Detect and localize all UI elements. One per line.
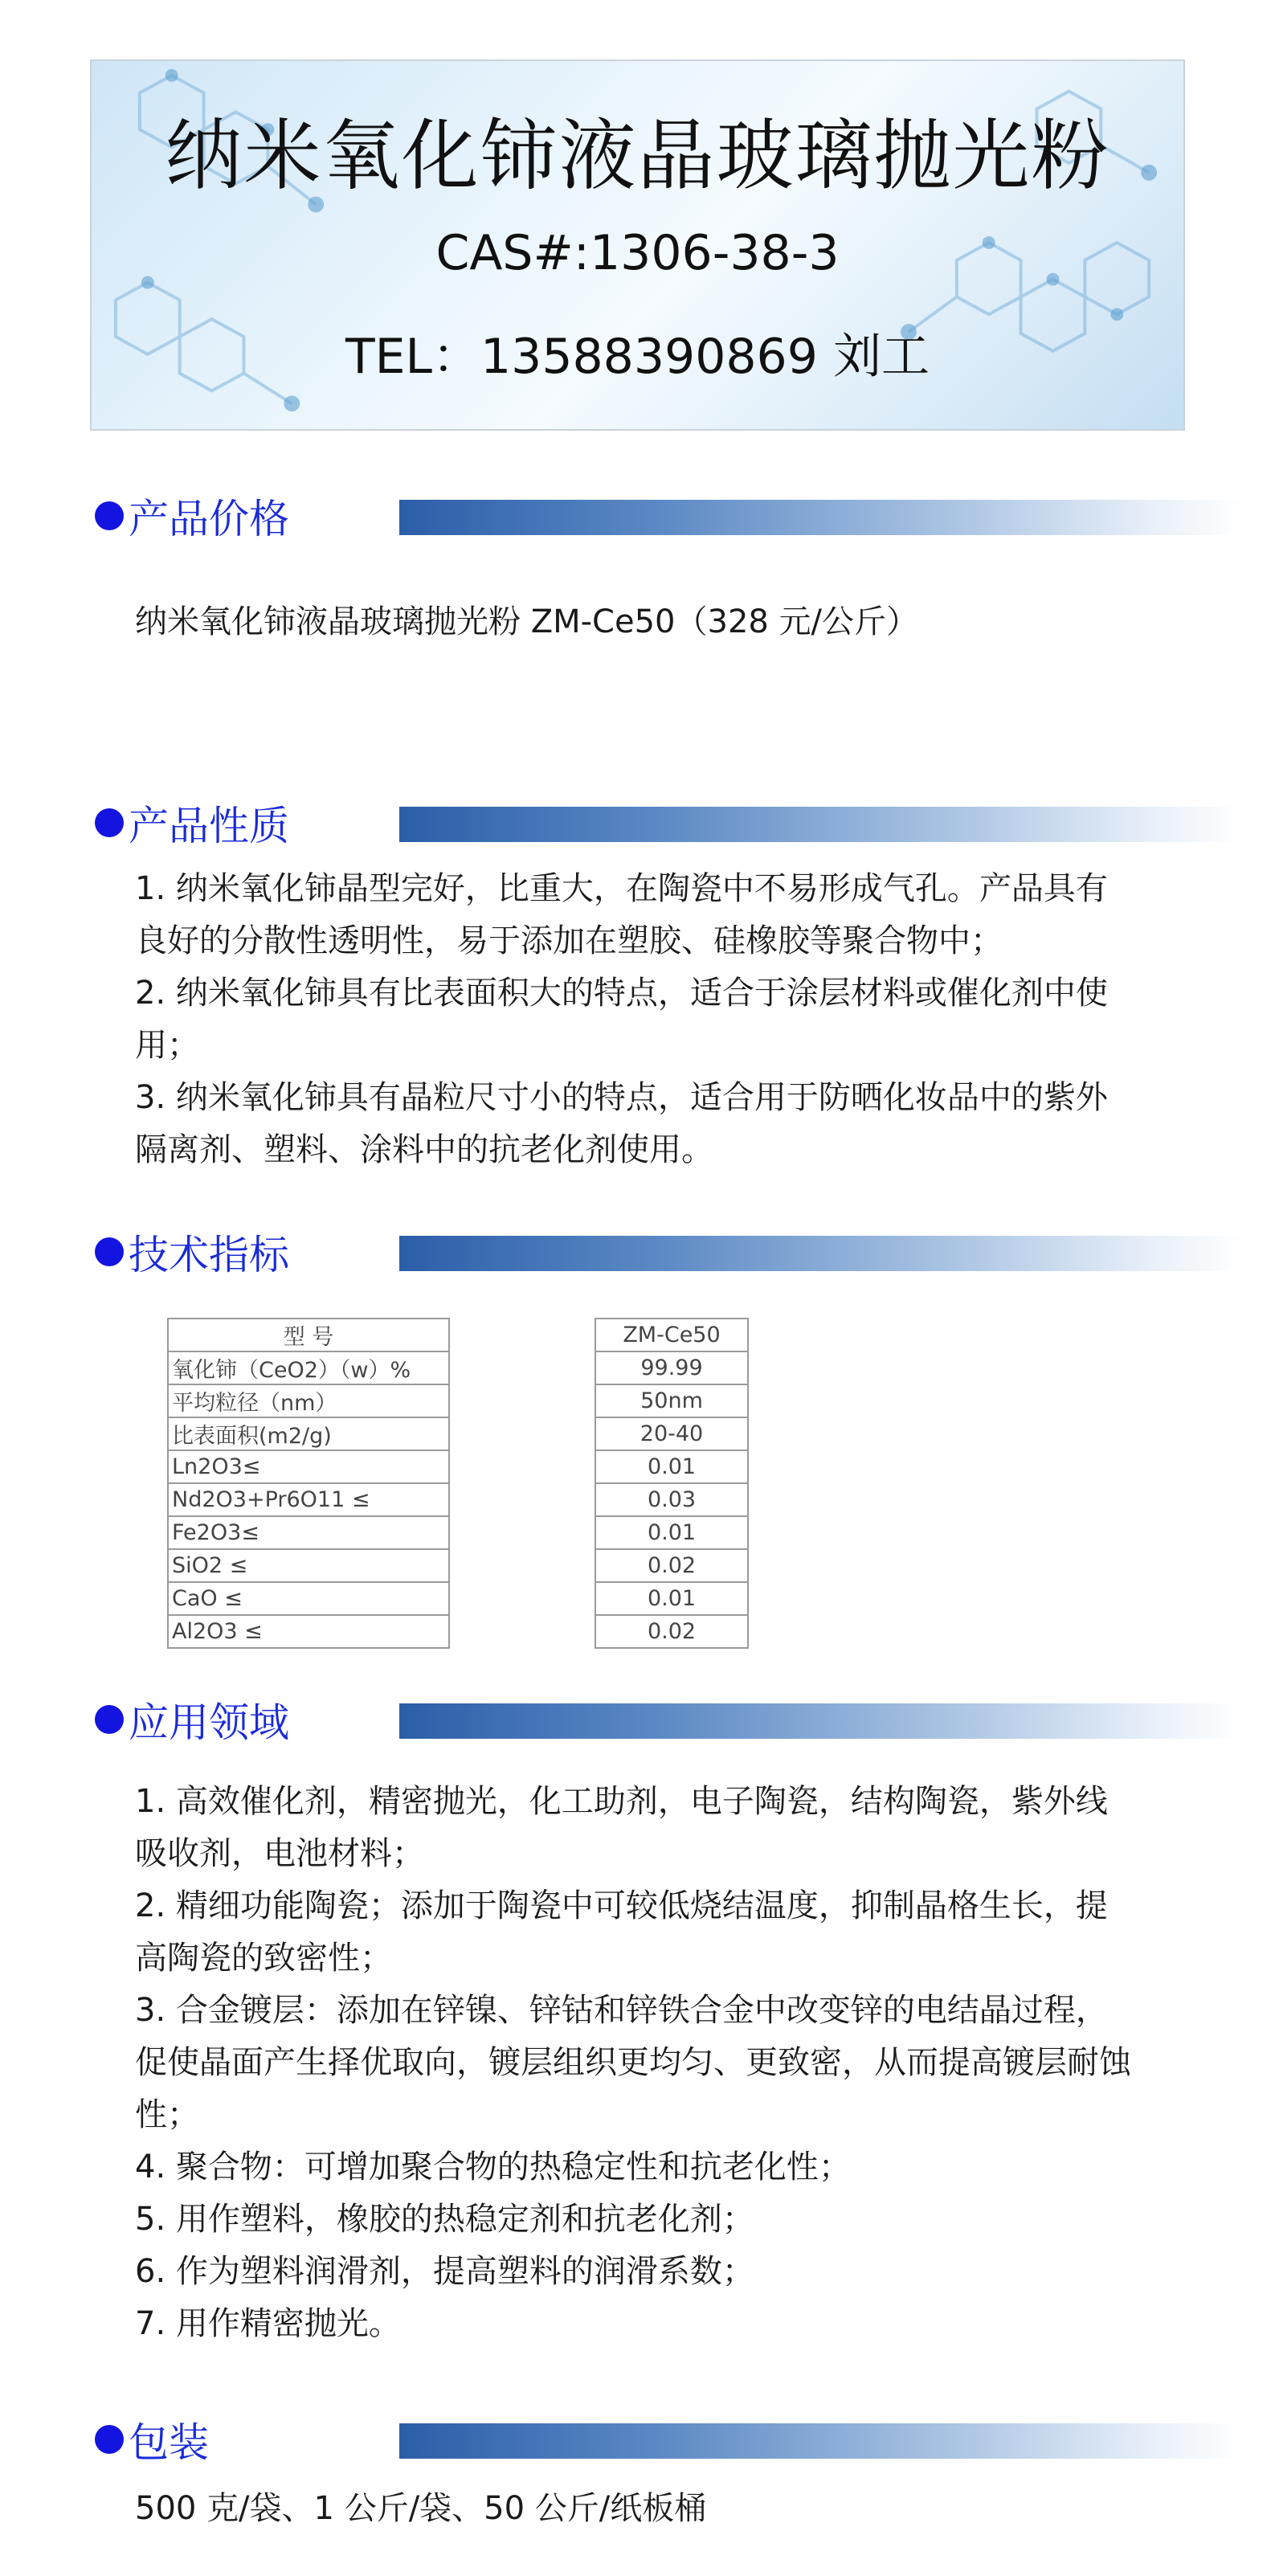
spec-name: 平均粒径（nm） (168, 1384, 449, 1417)
section-heading-applications (95, 1695, 289, 1744)
text-line: 1. 纳米氧化铈晶型完好，比重大，在陶瓷中不易形成气孔。产品具有 (135, 870, 1108, 907)
text-line: 吸收剂，电池材料； (135, 1835, 424, 1872)
spec-value: 0.01 (595, 1516, 748, 1549)
text-line: 4. 聚合物：可增加聚合物的热稳定性和抗老化性； (135, 2149, 851, 2186)
packaging-text (135, 2483, 1195, 2535)
section-divider-bar (399, 2423, 1243, 2459)
cas-number: CAS#:1306-38-3 (435, 225, 840, 281)
spec-name-table (167, 1318, 450, 1649)
section-heading-properties (95, 799, 289, 847)
text-line: 性； (135, 2096, 199, 2133)
spec-name: Nd2O3+Pr6O11 ≤ (168, 1483, 449, 1516)
price-text (135, 596, 1195, 648)
text-line: 3. 纳米氧化铈具有晶粒尺寸小的特点，适合用于防晒化妆品中的紫外 (135, 1079, 1108, 1116)
spec-name: 比表面积(m2/g) (168, 1417, 449, 1450)
spec-value: 0.02 (595, 1549, 748, 1582)
properties-text (135, 863, 1195, 1176)
text-line: 3. 合金镀层：添加在锌镍、锌钴和锌铁合金中改变锌的电结晶过程， (135, 1992, 1108, 2029)
bullet-dot-icon (95, 1237, 124, 1266)
section-heading-specs (95, 1228, 289, 1276)
spec-value-table (595, 1318, 749, 1649)
text-line: 用； (135, 1027, 199, 1064)
section-divider-bar (399, 1703, 1243, 1739)
text-line: 1. 高效催化剂，精密抛光，化工助剂，电子陶瓷，结构陶瓷，紫外线 (135, 1783, 1108, 1820)
spec-value: 0.01 (595, 1582, 748, 1615)
spec-name: Ln2O3≤ (168, 1450, 449, 1483)
spec-name: Al2O3 ≤ (168, 1615, 449, 1648)
contact-phone: TEL：13588390869 刘工 (345, 329, 930, 385)
text-line: 隔离剂、塑料、涂料中的抗老化剂使用。 (135, 1131, 713, 1168)
section-heading-label: 技术指标 (129, 1232, 289, 1278)
text-line: 5. 用作塑料，橡胶的热稳定剂和抗老化剂； (135, 2201, 754, 2238)
price-line: 纳米氧化铈液晶玻璃抛光粉 ZM-Ce50（328 元/公斤） (135, 603, 919, 640)
spec-name: Fe2O3≤ (168, 1516, 449, 1549)
spec-header-grade: ZM-Ce50 (595, 1319, 748, 1351)
spec-name: SiO2 ≤ (168, 1549, 449, 1582)
spec-value: 0.03 (595, 1483, 748, 1516)
section-heading-label: 包装 (129, 2419, 209, 2466)
bullet-dot-icon (95, 808, 124, 837)
text-line: 2. 纳米氧化铈具有比表面积大的特点，适合于涂层材料或催化剂中使 (135, 975, 1108, 1012)
text-line: 促使晶面产生择优取向，镀层组织更均匀、更致密，从而提高镀层耐蚀 (135, 2044, 1131, 2081)
spec-value: 50nm (595, 1384, 748, 1417)
section-divider-bar (399, 1236, 1243, 1271)
spec-name: CaO ≤ (168, 1582, 449, 1615)
header-banner (90, 59, 1185, 431)
section-heading-label: 产品价格 (129, 496, 289, 542)
spec-header-model: 型 号 (168, 1319, 449, 1351)
text-line: 良好的分散性透明性，易于添加在塑胶、硅橡胶等聚合物中； (135, 922, 1003, 959)
text-line: 7. 用作精密抛光。 (135, 2305, 401, 2342)
spec-value: 0.01 (595, 1450, 748, 1483)
section-divider-bar (399, 500, 1243, 535)
text-line: 高陶瓷的致密性； (135, 1940, 392, 1977)
section-divider-bar (399, 807, 1243, 842)
spec-name: 氧化铈（CeO2）（w）% (168, 1351, 449, 1384)
applications-text (135, 1776, 1195, 2350)
product-title: 纳米氧化铈液晶玻璃抛光粉 (165, 111, 1110, 201)
bullet-dot-icon (95, 501, 124, 530)
section-heading-price (95, 492, 289, 540)
spec-value: 20-40 (595, 1417, 748, 1450)
text-line: 2. 精细功能陶瓷；添加于陶瓷中可较低烧结温度，抑制晶格生长，提 (135, 1887, 1108, 1924)
spec-value: 0.02 (595, 1615, 748, 1648)
text-line: 6. 作为塑料润滑剂，提高塑料的润滑系数； (135, 2253, 754, 2290)
bullet-dot-icon (95, 1705, 124, 1734)
section-heading-packaging (95, 2415, 209, 2464)
section-heading-label: 产品性质 (129, 803, 289, 849)
bullet-dot-icon (95, 2425, 124, 2454)
packaging-line: 500 克/袋、1 公斤/袋、50 公斤/纸板桶 (135, 2490, 707, 2527)
spec-value: 99.99 (595, 1351, 748, 1384)
section-heading-label: 应用领域 (129, 1699, 289, 1746)
